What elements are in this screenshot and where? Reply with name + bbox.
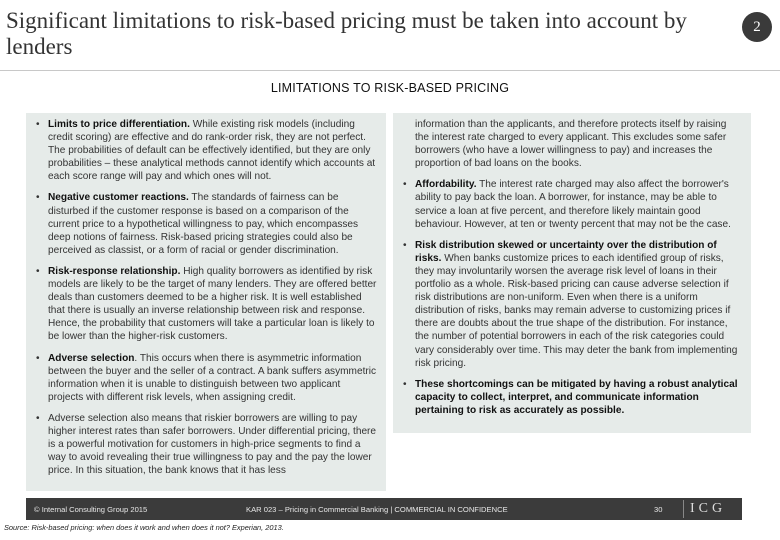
footer-copyright: © Internal Consulting Group 2015 [34,505,148,514]
right-column [393,113,751,433]
footer-page-number: 30 [654,505,663,514]
page-badge: 2 [742,12,772,42]
section-heading: LIMITATIONS TO RISK-BASED PRICING [270,81,510,95]
bullet-lead: Negative customer reactions. [48,192,189,204]
bullet-negative-reactions [36,191,378,256]
bullet-text: . This occurs when there is asymmetric information between the buyer and the seller of a contract. A bank suffers asymmetric information when it is unable to distinguish between two applicant projects with different risk levels, when assigning credit. [48,352,377,403]
bullet-text: When banks customize prices to each identified group of risks, they may involuntarily worsen the average risk level of loans in their portfolio as a whole. Risk-based pricing can cause adverse selection if risk distributions are non-uniform. Even when there is a uniform distribution of risks, banks may remain adverse to customizing prices if there are doubts about the true shape of the distribution. For instance, the number of potential borrowers in each of the risk categories could vary considerably over time. This may deter the bank from implementing risk pricing. [415,252,738,369]
bullet-lead: Affordability. [415,179,477,191]
bullet-lead: Risk-response relationship. [48,265,181,277]
bullet-text: The standards of fairness can be disturbed if the customer response is based on a comparison of the current price to a hypothetical willingness to pay, which encompasses deep notions of fairness. Risk-based pricing strategies could also be perceived as classist, or a form of racial or gender discrimination. [48,192,359,256]
bullet-price-differentiation [36,118,378,183]
left-column [26,113,386,491]
bullet-lead: Risk distribution skewed or uncertainty over the distribution of risks. [415,239,717,264]
page-title: Significant limitations to risk-based pricing must be taken into account by lenders [6,8,687,59]
bullet-risk-distribution [403,239,743,370]
footer-bar [26,498,742,520]
bullet-mitigation [403,378,743,417]
bullet-text: High quality borrowers as identified by risk models are likely to be the target of many lenders. They are offered better deals than customers deemed to be a higher risk. It is well established that there is usually an inverse relationship between risk and response. Hence, the probability that customers will take a particular loan is likely to be lower than the higher-risk customers. [48,265,377,343]
bullet-text: Adverse selection also means that riskier borrowers are willing to pay higher interest rates than safer borrowers. Under differential pricing, there is a powerful motivation for customers in high-price segments to find a way to avoid revealing their true willingness to pay and the pay the lower price. In this situation, the bank knows that it has less [48,412,377,477]
footer-reference: KAR 023 – Pricing in Commercial Banking | COMMERCIAL IN CONFIDENCE [246,505,508,514]
bullet-risk-response [36,265,378,344]
bullet-adverse-selection [36,352,378,404]
bullet-lead: Adverse selection [48,352,135,364]
bullet-lead: Limits to price differentiation. [48,119,190,130]
title-divider [0,70,780,71]
bullet-adverse-selection-detail [36,412,378,477]
bullet-text: While existing risk models (including credit scoring) are effective and do rank-order risk, they are not perfect. The probabilities of default can be effectively identified, but they are only probabilities – these analytical methods cannot identify which accounts at each score range will pay and which ones will not. [48,119,376,183]
bullet-affordability [403,178,743,230]
icg-logo: ICG [683,500,741,518]
source-note: Source: Risk-based pricing: when does it work and when does it not? Experian, 2013. [4,523,284,532]
continued-text: information than the applicants, and therefore protects itself by raising the interest rate charged to every applicant. This excludes some safer borrowers (who have a lower willingness to pay) and increases the proportion of bad loans on the books. [415,119,727,170]
bullet-lead: These shortcomings can be mitigated by having a robust analytical capacity to collect, interpret, and communicate information pertaining to risk as accurately as possible. [415,378,738,416]
bullet-text: The interest rate charged may also affect the borrower's ability to pay back the loan. A borrower, for instance, may be able to service a loan at five percent, and therefore likely maintain good behaviour. However, at ten or twenty percent that may not be the case. [415,179,731,230]
